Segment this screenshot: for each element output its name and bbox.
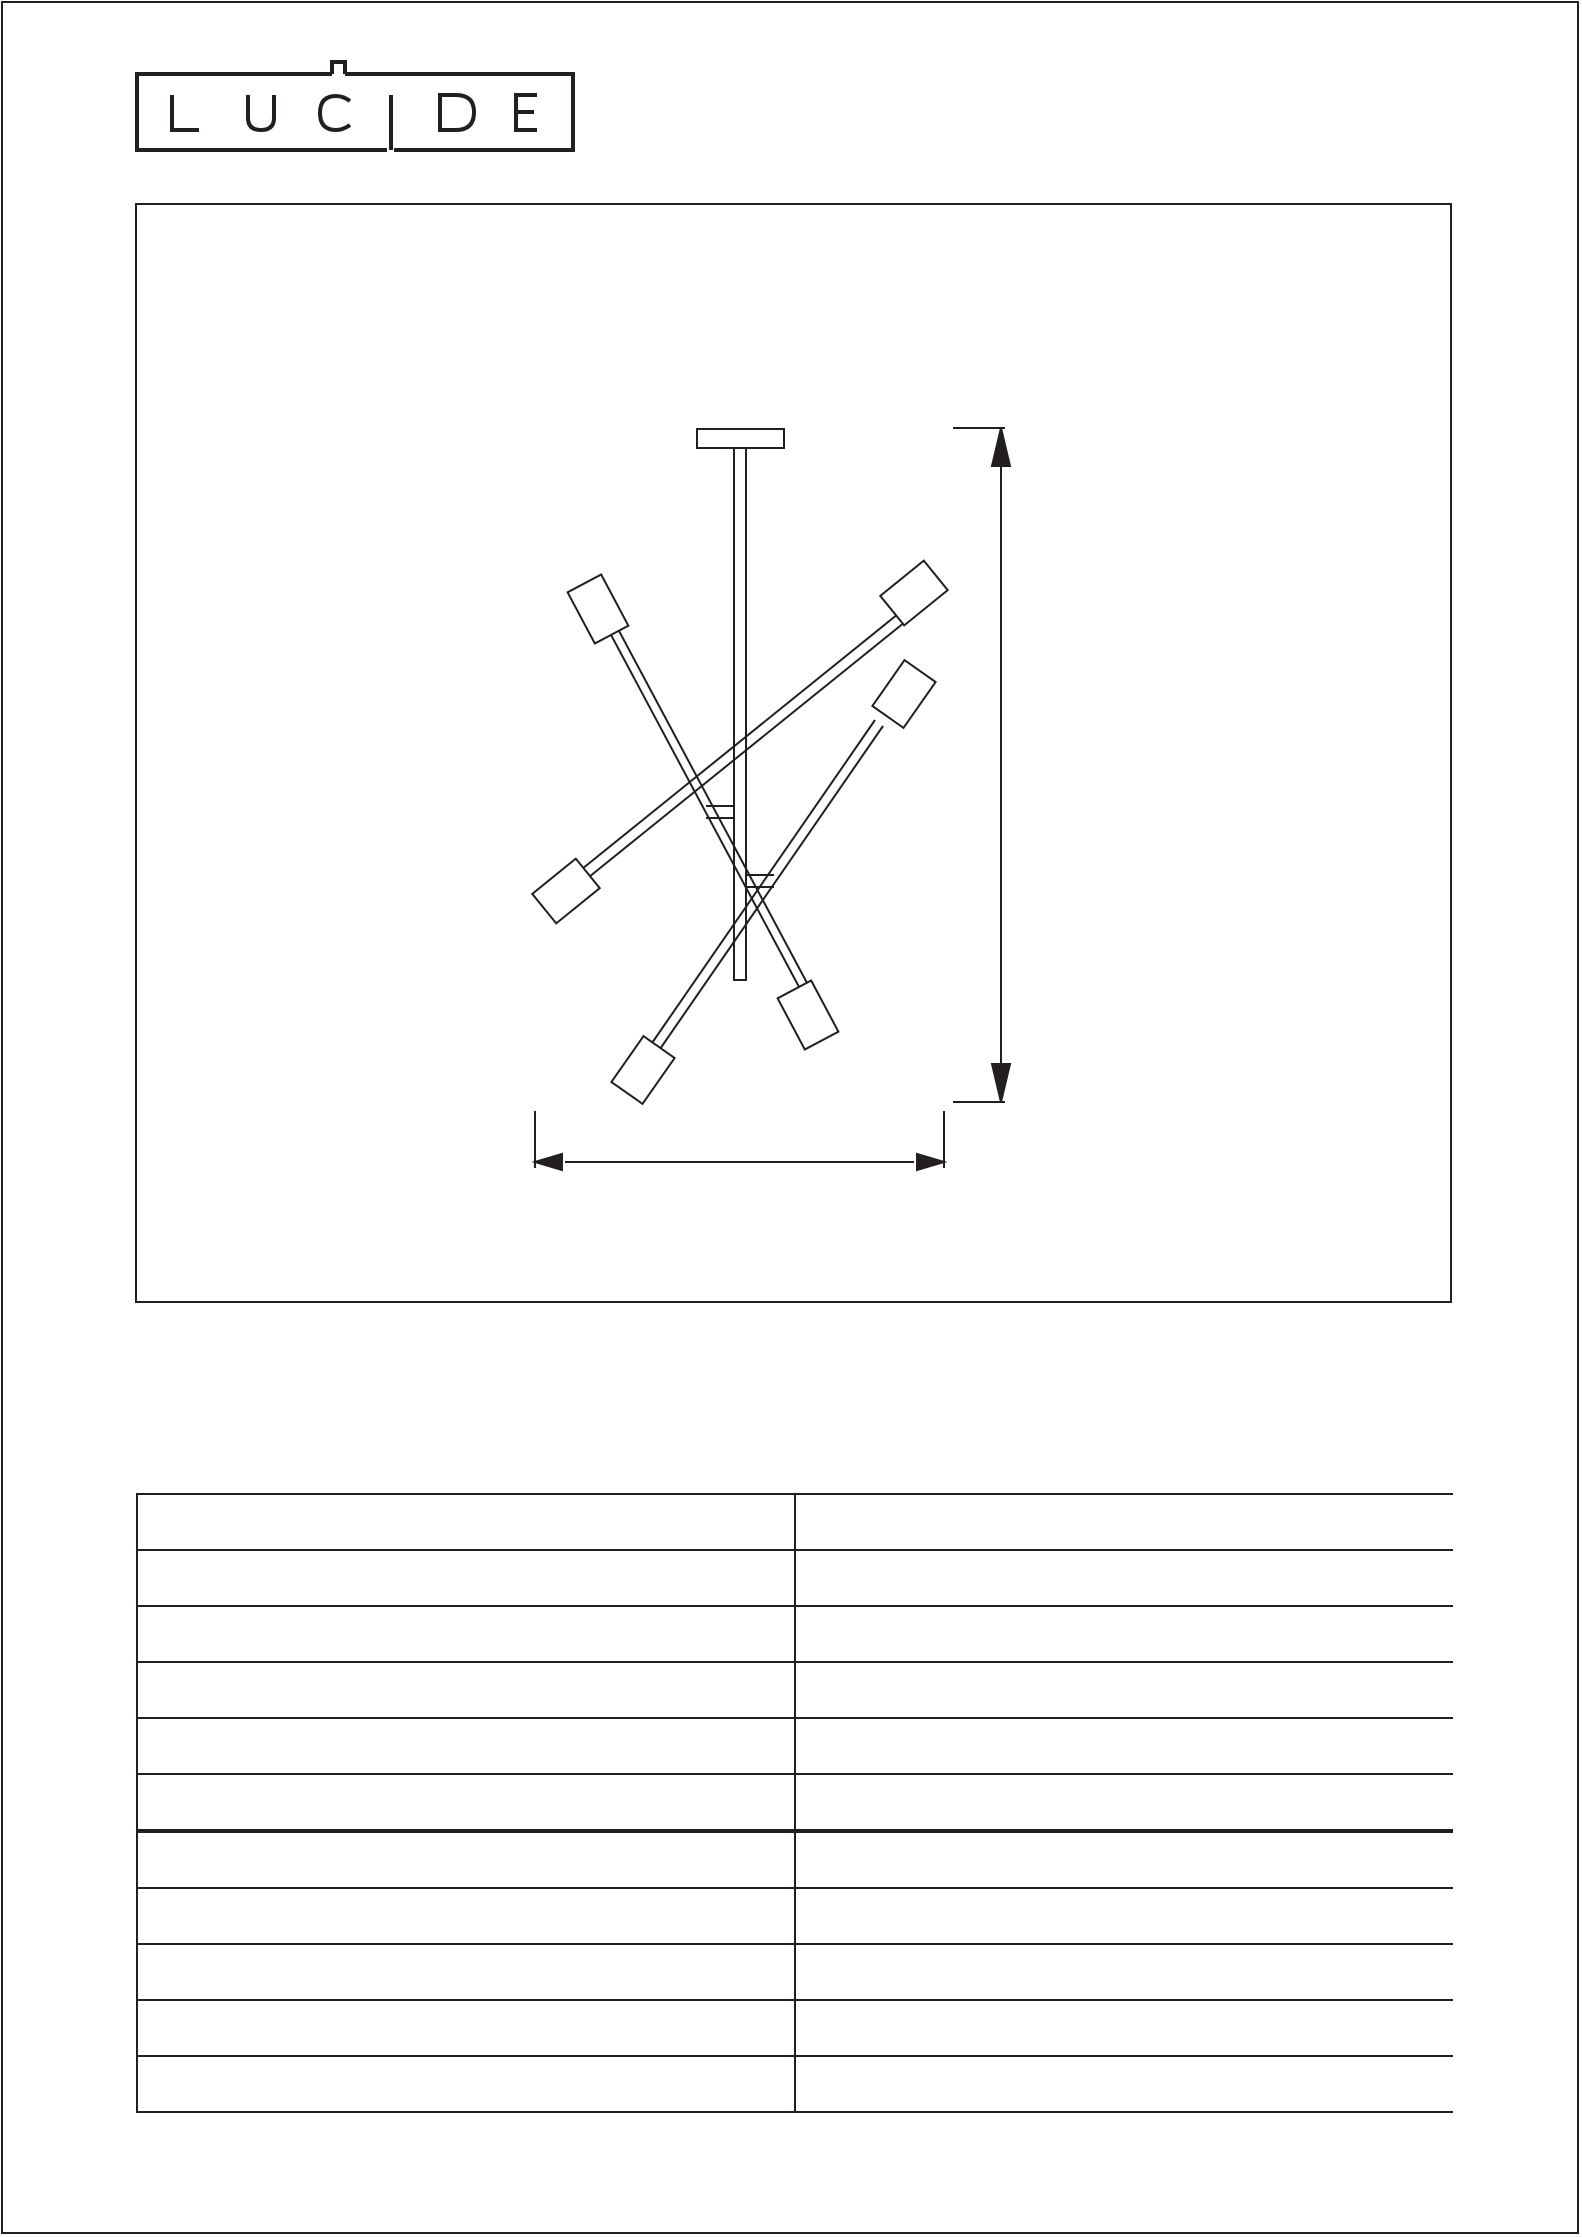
table-row bbox=[137, 1606, 1453, 1662]
table-row bbox=[137, 1494, 1453, 1550]
spec-key-cell bbox=[137, 2000, 795, 2056]
table-row bbox=[137, 1662, 1453, 1718]
lamp-head bbox=[778, 980, 839, 1049]
lamp-arm-1 bbox=[568, 574, 839, 1049]
spec-key-cell bbox=[137, 1662, 795, 1718]
spec-key-cell bbox=[137, 1718, 795, 1774]
spec-value-cell bbox=[795, 1718, 1453, 1774]
table-row bbox=[137, 1774, 1453, 1831]
table-row bbox=[137, 1831, 1453, 1888]
spec-key-cell bbox=[137, 1774, 795, 1831]
table-row bbox=[137, 1944, 1453, 2000]
spec-value-cell bbox=[795, 1606, 1453, 1662]
spec-key-cell bbox=[137, 1550, 795, 1606]
lamp-head bbox=[532, 859, 599, 924]
spec-key-cell bbox=[137, 2056, 795, 2112]
ceiling-canopy bbox=[697, 429, 784, 448]
table-row bbox=[137, 1888, 1453, 1944]
spec-value-cell bbox=[795, 2000, 1453, 2056]
lamp-head bbox=[611, 1036, 674, 1104]
spec-key-cell bbox=[137, 1831, 795, 1888]
spec-key-cell bbox=[137, 1944, 795, 2000]
table-row bbox=[137, 1550, 1453, 1606]
table-row bbox=[137, 1718, 1453, 1774]
lamp-head bbox=[872, 660, 935, 728]
spec-value-cell bbox=[795, 1944, 1453, 2000]
spec-table bbox=[136, 1493, 1453, 2113]
height-dimension bbox=[953, 428, 1010, 1102]
spec-value-cell bbox=[795, 1888, 1453, 1944]
lamp-head bbox=[880, 561, 947, 626]
table-row bbox=[137, 2056, 1453, 2112]
spec-value-cell bbox=[795, 1831, 1453, 1888]
table-row bbox=[137, 2000, 1453, 2056]
spec-value-cell bbox=[795, 1662, 1453, 1718]
spec-key-cell bbox=[137, 1888, 795, 1944]
spec-value-cell bbox=[795, 2056, 1453, 2112]
spec-value-cell bbox=[795, 1494, 1453, 1550]
spec-key-cell bbox=[137, 1494, 795, 1550]
width-dimension bbox=[535, 1111, 944, 1170]
spec-value-cell bbox=[795, 1774, 1453, 1831]
spec-value-cell bbox=[795, 1550, 1453, 1606]
spec-key-cell bbox=[137, 1606, 795, 1662]
central-stem bbox=[734, 448, 746, 980]
